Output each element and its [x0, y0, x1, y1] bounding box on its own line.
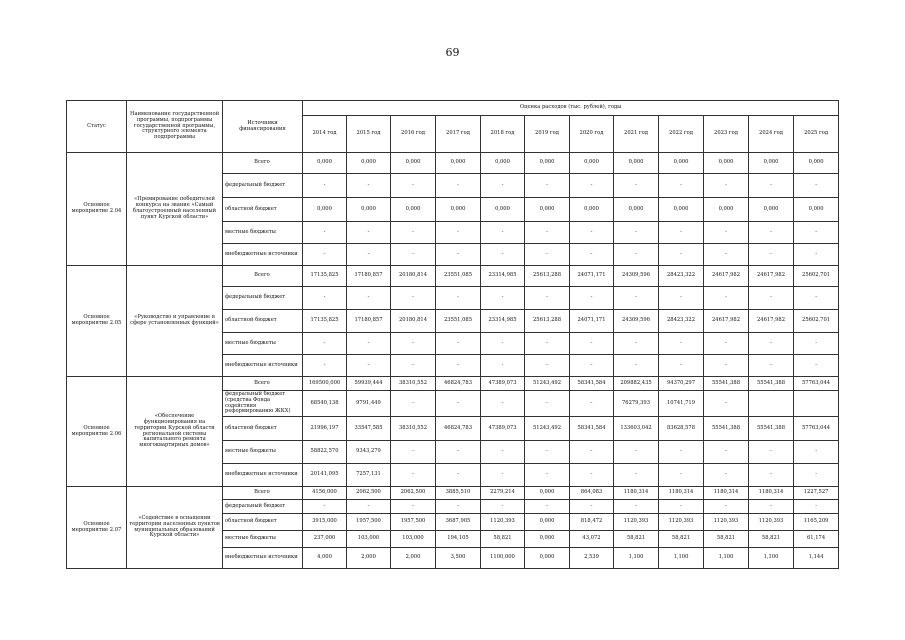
page-number: 69: [445, 46, 460, 59]
value-cell: -: [704, 441, 749, 464]
status-cell: Основное мероприятие 2.05: [67, 266, 127, 377]
table-row: [67, 377, 839, 391]
value-cell: -: [659, 287, 704, 310]
value-cell: -: [659, 355, 704, 377]
status-cell: Основное мероприятие 2.06: [67, 377, 127, 487]
value-cell: -: [481, 222, 525, 244]
value-cell: -: [525, 244, 570, 266]
value-cell: -: [659, 222, 704, 244]
value-cell: 3885,510: [436, 487, 481, 500]
value-cell: 169500,000: [303, 377, 347, 391]
source-cell: федеральный бюджет: [223, 287, 303, 310]
value-cell: -: [659, 244, 704, 266]
value-cell: -: [659, 174, 704, 198]
value-cell: -: [614, 287, 659, 310]
value-cell: -: [525, 355, 570, 377]
value-cell: 38310,552: [391, 417, 436, 441]
value-cell: -: [614, 464, 659, 487]
value-cell: 4,000: [303, 548, 347, 569]
value-cell: 24309,596: [614, 266, 659, 287]
value-cell: 2,000: [391, 548, 436, 569]
value-cell: -: [570, 333, 614, 355]
value-cell: -: [749, 222, 794, 244]
value-cell: 1120,393: [749, 514, 794, 531]
value-cell: 1180,314: [614, 487, 659, 500]
value-cell: 43,072: [570, 531, 614, 548]
value-cell: 3687,905: [436, 514, 481, 531]
value-cell: 0,000: [525, 514, 570, 531]
value-cell: 57763,044: [794, 377, 839, 391]
value-cell: 0,000: [525, 487, 570, 500]
source-cell: областной бюджет: [223, 310, 303, 333]
value-cell: 0,000: [614, 153, 659, 174]
value-cell: -: [749, 500, 794, 514]
value-cell: [794, 391, 839, 417]
value-cell: -: [525, 391, 570, 417]
value-cell: -: [570, 174, 614, 198]
value-cell: -: [436, 287, 481, 310]
value-cell: -: [704, 355, 749, 377]
value-cell: 1120,393: [704, 514, 749, 531]
value-cell: -: [525, 500, 570, 514]
value-cell: 0,000: [303, 153, 347, 174]
value-cell: -: [749, 355, 794, 377]
value-cell: 0,000: [570, 198, 614, 222]
value-cell: 61,174: [794, 531, 839, 548]
header-year: 2020 год: [570, 116, 614, 153]
value-cell: 25613,288: [525, 266, 570, 287]
value-cell: 17135,825: [303, 266, 347, 287]
value-cell: -: [794, 244, 839, 266]
value-cell: -: [614, 333, 659, 355]
value-cell: -: [436, 441, 481, 464]
value-cell: 0,000: [704, 153, 749, 174]
value-cell: -: [481, 174, 525, 198]
value-cell: -: [794, 464, 839, 487]
header-year: 2024 год: [749, 116, 794, 153]
source-cell: местные бюджеты: [223, 531, 303, 548]
value-cell: 55541,388: [704, 417, 749, 441]
value-cell: -: [303, 287, 347, 310]
value-cell: -: [481, 500, 525, 514]
value-cell: 23314,985: [481, 310, 525, 333]
value-cell: 0,000: [347, 153, 391, 174]
value-cell: 1165,209: [794, 514, 839, 531]
value-cell: 68540,138: [303, 391, 347, 417]
value-cell: -: [391, 333, 436, 355]
value-cell: 1,100: [749, 548, 794, 569]
value-cell: -: [749, 333, 794, 355]
value-cell: -: [391, 500, 436, 514]
value-cell: 2279,214: [481, 487, 525, 500]
header-year: 2021 год: [614, 116, 659, 153]
value-cell: 0,000: [659, 153, 704, 174]
value-cell: 24617,982: [749, 266, 794, 287]
value-cell: -: [794, 287, 839, 310]
value-cell: 0,000: [525, 548, 570, 569]
value-cell: 194,105: [436, 531, 481, 548]
value-cell: -: [481, 355, 525, 377]
value-cell: 24071,171: [570, 310, 614, 333]
value-cell: -: [704, 287, 749, 310]
value-cell: -: [794, 333, 839, 355]
program-name-cell: «Премирование победителей конкурса на звание «Самый благоустроенный населенный пункт Курской области»: [127, 153, 223, 266]
value-cell: 55541,388: [749, 417, 794, 441]
value-cell: -: [481, 244, 525, 266]
header-year: 2017 год: [436, 116, 481, 153]
value-cell: 1227,527: [794, 487, 839, 500]
value-cell: 17135,825: [303, 310, 347, 333]
value-cell: -: [481, 391, 525, 417]
value-cell: -: [525, 174, 570, 198]
value-cell: 58,821: [481, 531, 525, 548]
source-cell: местные бюджеты: [223, 222, 303, 244]
source-cell: Всего: [223, 266, 303, 287]
value-cell: 818,472: [570, 514, 614, 531]
value-cell: -: [749, 174, 794, 198]
value-cell: 94370,297: [659, 377, 704, 391]
value-cell: 0,000: [704, 198, 749, 222]
value-cell: -: [614, 355, 659, 377]
value-cell: 3,500: [436, 548, 481, 569]
value-cell: 864,083: [570, 487, 614, 500]
value-cell: 76279,393: [614, 391, 659, 417]
source-cell: областной бюджет: [223, 514, 303, 531]
value-cell: -: [347, 174, 391, 198]
value-cell: 0,000: [525, 153, 570, 174]
value-cell: -: [570, 287, 614, 310]
header-sources: Источники финансирования: [223, 101, 303, 153]
value-cell: 58341,584: [570, 417, 614, 441]
value-cell: 0,000: [347, 198, 391, 222]
value-cell: -: [436, 500, 481, 514]
value-cell: 0,000: [749, 198, 794, 222]
value-cell: 0,000: [481, 198, 525, 222]
source-cell: внебюджетные источники: [223, 464, 303, 487]
value-cell: -: [704, 391, 749, 417]
value-cell: 0,000: [570, 153, 614, 174]
header-estimate: Оценка расходов (тыс. рублей), годы: [303, 101, 839, 116]
value-cell: 1180,314: [704, 487, 749, 500]
value-cell: 2062,500: [347, 487, 391, 500]
value-cell: 103,000: [391, 531, 436, 548]
value-cell: 0,000: [436, 198, 481, 222]
value-cell: 0,000: [794, 198, 839, 222]
value-cell: -: [614, 222, 659, 244]
value-cell: 46824,783: [436, 377, 481, 391]
value-cell: 3915,000: [303, 514, 347, 531]
value-cell: -: [659, 500, 704, 514]
value-cell: 38310,552: [391, 377, 436, 391]
value-cell: 0,000: [391, 153, 436, 174]
value-cell: 2,539: [570, 548, 614, 569]
value-cell: 58,821: [659, 531, 704, 548]
table-row: [67, 266, 839, 287]
value-cell: 0,000: [749, 153, 794, 174]
value-cell: -: [347, 355, 391, 377]
value-cell: 24617,982: [704, 266, 749, 287]
value-cell: -: [436, 355, 481, 377]
value-cell: 59939,444: [347, 377, 391, 391]
value-cell: 83628,578: [659, 417, 704, 441]
value-cell: -: [525, 222, 570, 244]
value-cell: 24309,596: [614, 310, 659, 333]
value-cell: 33547,585: [347, 417, 391, 441]
program-name-cell: «Обеспечение функционирования на территории Курской области региональной системы капитального ремонта многоквартирных домов»: [127, 377, 223, 487]
value-cell: -: [303, 222, 347, 244]
value-cell: 0,000: [391, 198, 436, 222]
value-cell: -: [303, 244, 347, 266]
value-cell: -: [481, 287, 525, 310]
value-cell: -: [436, 464, 481, 487]
value-cell: -: [436, 333, 481, 355]
value-cell: 237,000: [303, 531, 347, 548]
source-cell: федеральный бюджет (средства Фонда содействия реформированию ЖКХ): [223, 391, 303, 417]
value-cell: 24617,982: [704, 310, 749, 333]
value-cell: 0,000: [525, 531, 570, 548]
value-cell: 58822,570: [303, 441, 347, 464]
value-cell: -: [749, 464, 794, 487]
value-cell: -: [614, 244, 659, 266]
header-year: 2016 год: [391, 116, 436, 153]
value-cell: 47389,073: [481, 417, 525, 441]
header-year: 2018 год: [481, 116, 525, 153]
value-cell: 4156,000: [303, 487, 347, 500]
value-cell: -: [525, 287, 570, 310]
value-cell: 46824,783: [436, 417, 481, 441]
value-cell: -: [704, 500, 749, 514]
value-cell: 1180,314: [659, 487, 704, 500]
value-cell: -: [347, 244, 391, 266]
value-cell: 55541,388: [704, 377, 749, 391]
value-cell: -: [614, 441, 659, 464]
value-cell: -: [570, 500, 614, 514]
value-cell: 2,000: [347, 548, 391, 569]
value-cell: -: [749, 287, 794, 310]
value-cell: -: [347, 287, 391, 310]
value-cell: -: [704, 174, 749, 198]
value-cell: 58,821: [749, 531, 794, 548]
value-cell: 17180,857: [347, 310, 391, 333]
value-cell: -: [347, 333, 391, 355]
value-cell: -: [391, 441, 436, 464]
value-cell: 9343,279: [347, 441, 391, 464]
value-cell: 1180,314: [749, 487, 794, 500]
value-cell: -: [481, 441, 525, 464]
source-cell: Всего: [223, 487, 303, 500]
header-year: 2014 год: [303, 116, 347, 153]
value-cell: -: [794, 355, 839, 377]
source-cell: Всего: [223, 153, 303, 174]
table-row: [67, 487, 839, 500]
value-cell: 21996,197: [303, 417, 347, 441]
value-cell: -: [391, 222, 436, 244]
value-cell: -: [436, 391, 481, 417]
value-cell: 58,821: [614, 531, 659, 548]
value-cell: 51243,492: [525, 377, 570, 391]
value-cell: -: [659, 464, 704, 487]
value-cell: 28423,322: [659, 266, 704, 287]
program-name-cell: «Руководство и управление в сфере установленных функций»: [127, 266, 223, 377]
source-cell: федеральный бюджет: [223, 500, 303, 514]
value-cell: 25602,701: [794, 266, 839, 287]
source-cell: областной бюджет: [223, 417, 303, 441]
value-cell: 20141,095: [303, 464, 347, 487]
program-name-cell: «Содействие в оснащении территории населенных пунктов муниципальных образований Курской области»: [127, 487, 223, 569]
source-cell: внебюджетные источники: [223, 548, 303, 569]
value-cell: 209882,435: [614, 377, 659, 391]
value-cell: -: [570, 244, 614, 266]
value-cell: -: [794, 441, 839, 464]
source-cell: федеральный бюджет: [223, 174, 303, 198]
value-cell: 1120,393: [481, 514, 525, 531]
value-cell: -: [794, 174, 839, 198]
value-cell: 25602,701: [794, 310, 839, 333]
value-cell: -: [347, 222, 391, 244]
value-cell: -: [525, 333, 570, 355]
value-cell: 1120,393: [614, 514, 659, 531]
value-cell: 47389,073: [481, 377, 525, 391]
header-status: Статус: [67, 101, 127, 153]
value-cell: -: [391, 464, 436, 487]
source-cell: внебюджетные источники: [223, 355, 303, 377]
value-cell: 1120,393: [659, 514, 704, 531]
budget-table: [66, 100, 839, 569]
value-cell: -: [659, 441, 704, 464]
value-cell: 51243,492: [525, 417, 570, 441]
value-cell: -: [614, 174, 659, 198]
value-cell: -: [704, 333, 749, 355]
value-cell: 1957,500: [391, 514, 436, 531]
value-cell: 1957,500: [347, 514, 391, 531]
value-cell: -: [659, 333, 704, 355]
status-cell: Основное мероприятие 2.07: [67, 487, 127, 569]
value-cell: -: [570, 464, 614, 487]
source-cell: местные бюджеты: [223, 333, 303, 355]
value-cell: -: [347, 500, 391, 514]
value-cell: -: [391, 244, 436, 266]
value-cell: 25613,288: [525, 310, 570, 333]
value-cell: 55541,388: [749, 377, 794, 391]
value-cell: -: [749, 244, 794, 266]
value-cell: 23551,085: [436, 266, 481, 287]
value-cell: -: [436, 244, 481, 266]
value-cell: 1,100: [659, 548, 704, 569]
value-cell: 23551,085: [436, 310, 481, 333]
value-cell: -: [704, 222, 749, 244]
value-cell: -: [303, 333, 347, 355]
value-cell: 20180,814: [391, 310, 436, 333]
value-cell: 58,821: [704, 531, 749, 548]
source-cell: местные бюджеты: [223, 441, 303, 464]
value-cell: 133603,042: [614, 417, 659, 441]
value-cell: 58341,584: [570, 377, 614, 391]
value-cell: -: [391, 174, 436, 198]
value-cell: -: [570, 355, 614, 377]
value-cell: -: [570, 391, 614, 417]
value-cell: 1,144: [794, 548, 839, 569]
value-cell: 7257,131: [347, 464, 391, 487]
value-cell: -: [570, 222, 614, 244]
value-cell: -: [749, 441, 794, 464]
value-cell: -: [794, 222, 839, 244]
source-cell: Всего: [223, 377, 303, 391]
value-cell: 0,000: [481, 153, 525, 174]
value-cell: 0,000: [659, 198, 704, 222]
header-year: 2022 год: [659, 116, 704, 153]
header-year: 2023 год: [704, 116, 749, 153]
value-cell: -: [481, 333, 525, 355]
value-cell: 0,000: [436, 153, 481, 174]
value-cell: 17180,857: [347, 266, 391, 287]
header-year: 2025 год: [794, 116, 839, 153]
value-cell: -: [525, 441, 570, 464]
value-cell: 24617,982: [749, 310, 794, 333]
value-cell: 1,100: [614, 548, 659, 569]
source-cell: областной бюджет: [223, 198, 303, 222]
status-cell: Основное мероприятие 2.04: [67, 153, 127, 266]
value-cell: 20180,814: [391, 266, 436, 287]
value-cell: -: [391, 391, 436, 417]
table-row: [67, 153, 839, 174]
value-cell: 1,100: [704, 548, 749, 569]
value-cell: 10741,719: [659, 391, 704, 417]
value-cell: 0,000: [614, 198, 659, 222]
value-cell: -: [391, 355, 436, 377]
value-cell: 0,000: [794, 153, 839, 174]
value-cell: -: [303, 174, 347, 198]
value-cell: -: [614, 500, 659, 514]
header-year: 2015 год: [347, 116, 391, 153]
value-cell: -: [570, 441, 614, 464]
header-name: Наименование государственной программы, подпрограммы государственной программы, структурного элемента подпрограммы: [127, 101, 223, 153]
value-cell: -: [704, 244, 749, 266]
value-cell: -: [436, 174, 481, 198]
value-cell: 28423,322: [659, 310, 704, 333]
value-cell: -: [436, 222, 481, 244]
value-cell: 57763,044: [794, 417, 839, 441]
header-year: 2019 год: [525, 116, 570, 153]
source-cell: внебюджетные источники: [223, 244, 303, 266]
value-cell: 23314,985: [481, 266, 525, 287]
value-cell: 9791,449: [347, 391, 391, 417]
value-cell: -: [704, 464, 749, 487]
value-cell: 24071,171: [570, 266, 614, 287]
value-cell: -: [525, 464, 570, 487]
value-cell: 0,000: [525, 198, 570, 222]
value-cell: -: [391, 287, 436, 310]
value-cell: 1100,000: [481, 548, 525, 569]
value-cell: -: [481, 464, 525, 487]
value-cell: 2062,500: [391, 487, 436, 500]
value-cell: -: [303, 355, 347, 377]
value-cell: -: [303, 500, 347, 514]
value-cell: [749, 391, 794, 417]
value-cell: 0,000: [303, 198, 347, 222]
value-cell: -: [794, 500, 839, 514]
value-cell: 103,000: [347, 531, 391, 548]
